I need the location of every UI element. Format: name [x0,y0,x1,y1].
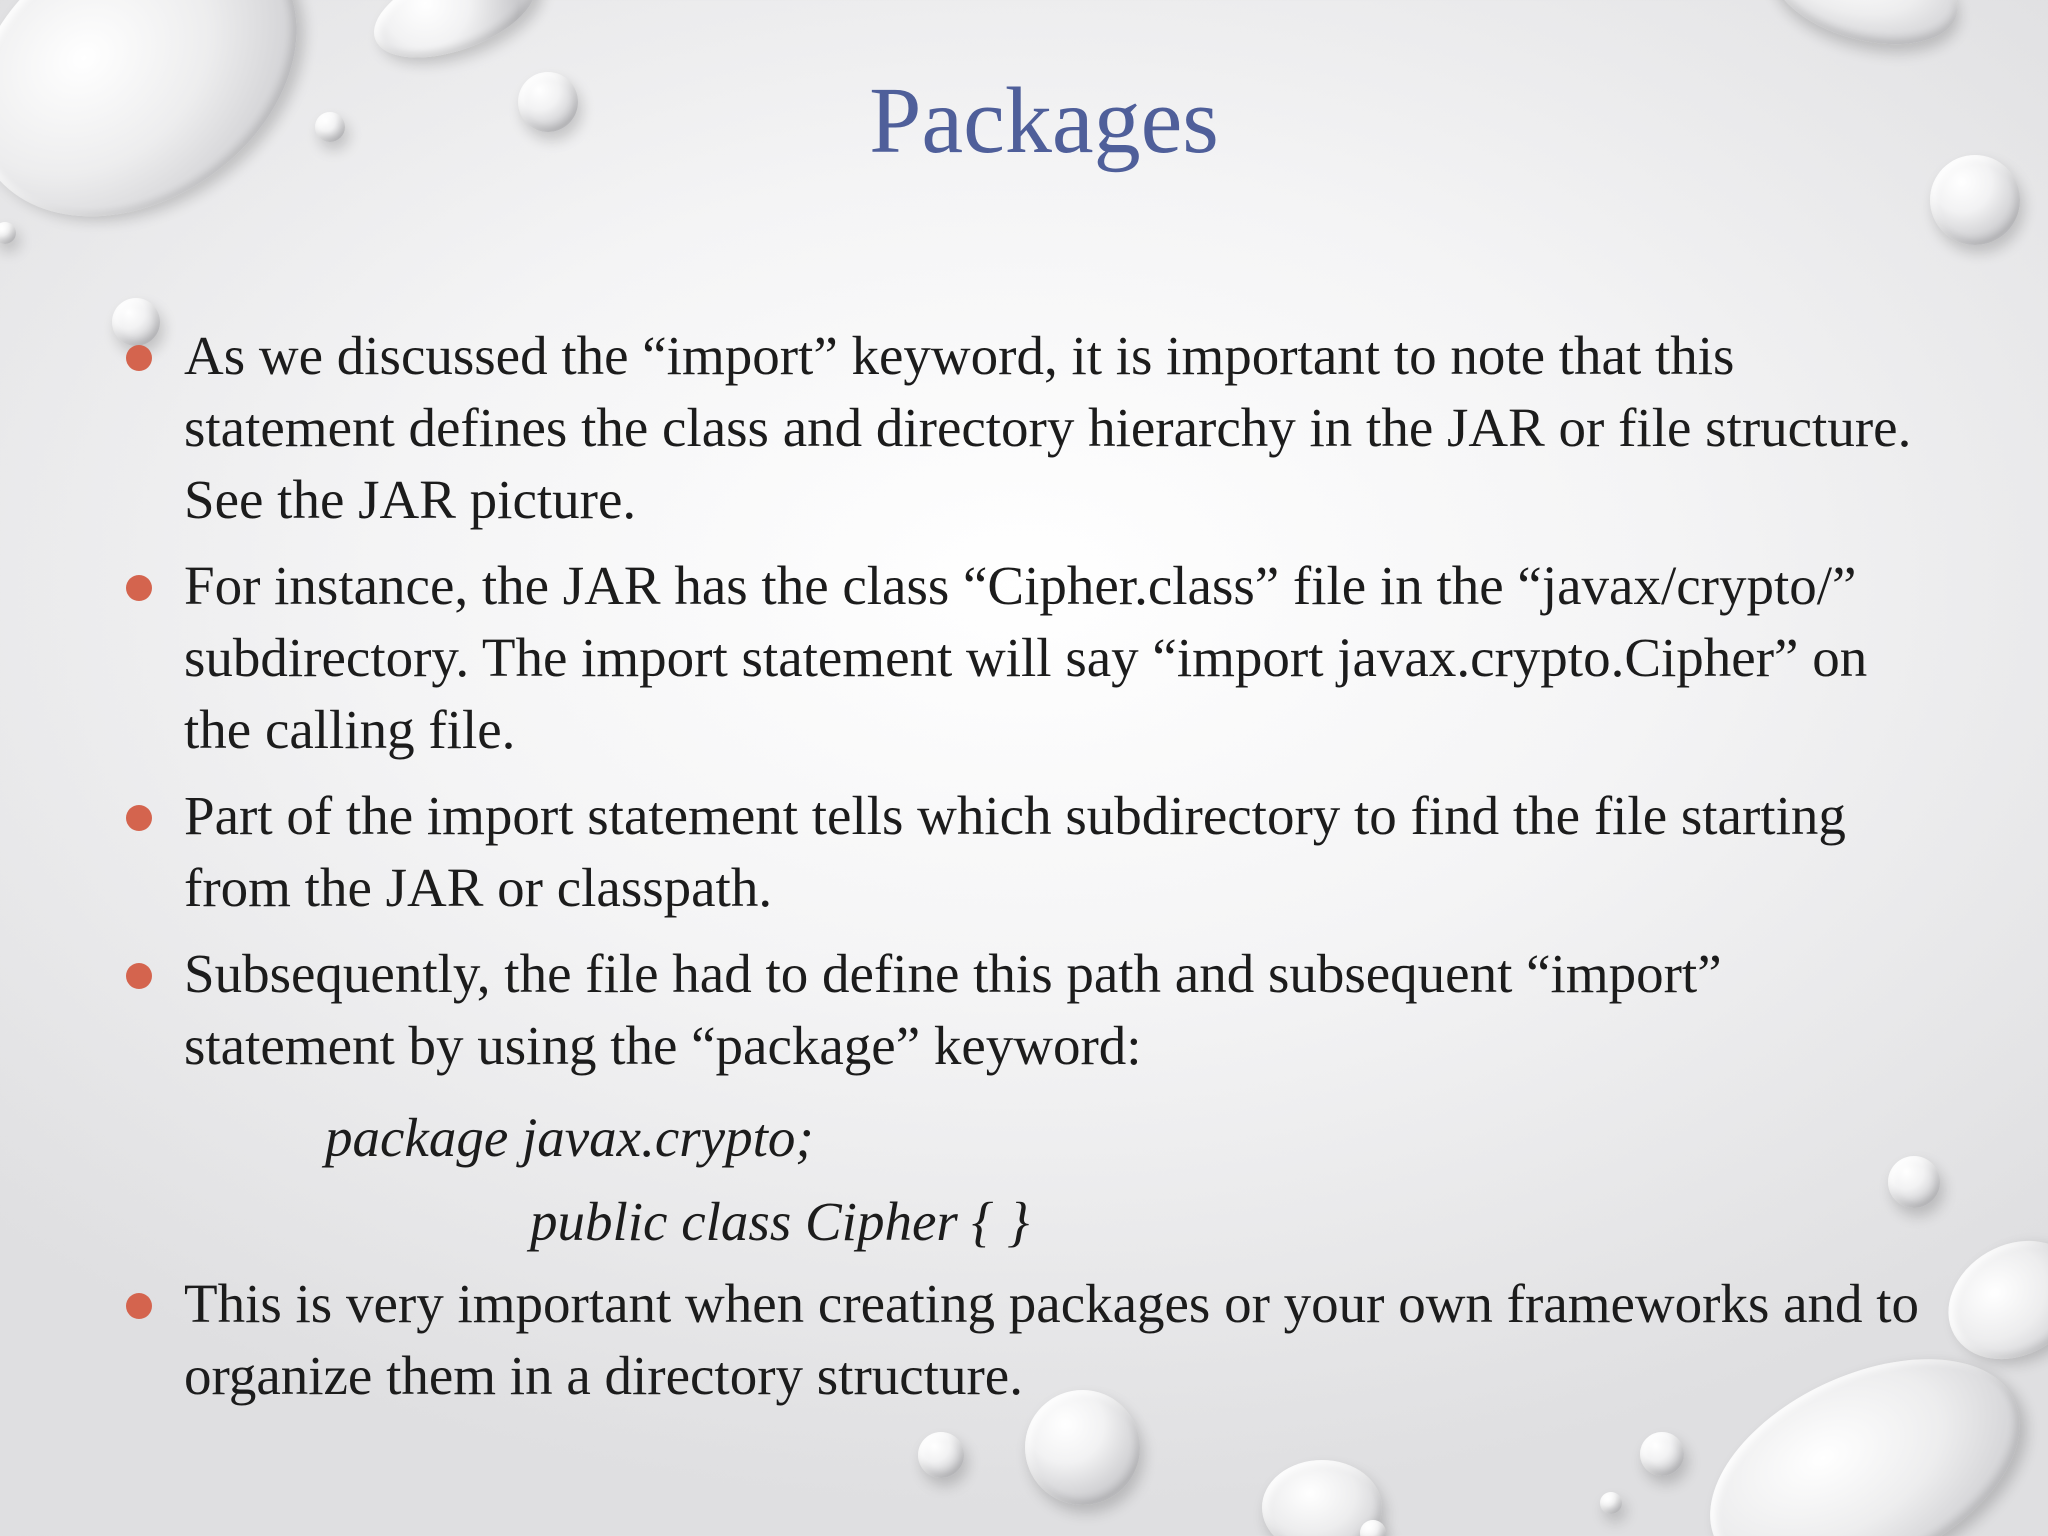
water-drop-decoration [918,1432,964,1478]
water-drop-decoration [1760,0,1969,63]
bullet-item [120,1268,1940,1412]
bullet-dot-icon [126,345,152,371]
bullet-item [120,320,1940,536]
water-drop-decoration [0,222,16,244]
bullet-text: As we discussed the “import” keyword, it is important to note that this statement defines the class and directory hierarchy in the JAR or file structure. See the JAR picture. [184,325,1912,530]
water-drop-decoration [361,0,548,77]
bullet-item [120,780,1940,924]
bullet-dot-icon [126,575,152,601]
code-line-class: public class Cipher { } [530,1191,1030,1252]
water-drop-decoration [1640,1432,1684,1476]
bullet-text: Part of the import statement tells which subdirectory to find the file starting from the JAR or classpath. [184,785,1846,918]
bullet-dot-icon [126,963,152,989]
bullet-text: For instance, the JAR has the class “Cipher.class” file in the “javax/crypto/” subdirectory. The import statement will say “import javax.crypto.Cipher” on the calling file. [184,555,1868,760]
bullet-dot-icon [126,805,152,831]
code-line-package: package javax.crypto; [325,1107,814,1168]
water-drop-decoration [1927,1217,2048,1382]
bullet-text: This is very important when creating packages or your own frameworks and to organize them in a directory structure. [184,1273,1920,1406]
water-drop-decoration [1600,1492,1622,1514]
water-drop-decoration [1360,1520,1386,1536]
bullet-item [120,550,1940,766]
slide-body [120,320,1940,1426]
bullet-dot-icon [126,1293,152,1319]
bullet-item [120,938,1940,1082]
bullet-text: Subsequently, the file had to define this path and subsequent “import” statement by using the “package” keyword: [184,943,1722,1076]
slide-title: Packages [869,69,1219,173]
